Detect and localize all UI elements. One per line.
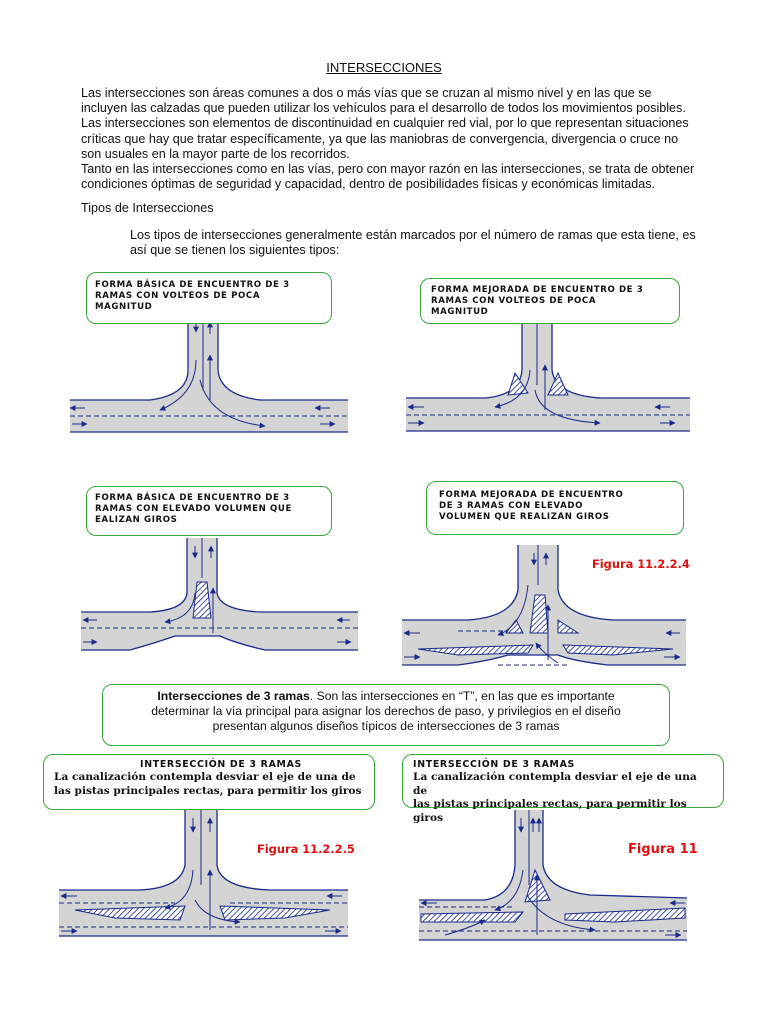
diagram-label-box [402,754,724,824]
diagram-heading: INTERSECCIÓN DE 3 RAMAS [413,759,575,770]
diagram-label-box [86,486,332,536]
diagram-label: FORMA BÁSICA DE ENCUENTRO DE 3 RAMAS CON ELEVADO VOLUMEN QUE EALIZAN GIROS [95,493,292,525]
paragraph-line: Las intersecciones son elementos de discontinuidad en cualquier red vial, por lo que representan situaciones [81,116,689,131]
diagram-body-line: La canalización contempla desviar el eje de una de [54,771,356,783]
callout-line [113,689,659,704]
diagram-t-channelized-a [55,810,355,940]
diagram-label: FORMA MEJORADA DE ENCUENTRO DE 3 RAMAS CON VOLTEOS DE POCA MAGNITUD [431,285,644,317]
diagram-label-box [426,481,684,535]
diagram-heading: INTERSECCIÓN DE 3 RAMAS [140,759,302,770]
diagram-label: FORMA BÁSICA DE ENCUENTRO DE 3 RAMAS CON VOLTEOS DE POCA MAGNITUD [95,280,290,312]
callout-text: . Son las intersecciones en “T”, en las que es importante [309,689,615,703]
diagram-label: FORMA MEJORADA DE ENCUENTRO DE 3 RAMAS CON ELEVADO VOLUMEN QUE REALIZAN GIROS [439,490,624,522]
diagram-t-channelized-b [415,810,695,945]
paragraph-line: Las intersecciones son áreas comunes a dos o más vías que se cruzan al mismo nivel y en las que se [81,86,652,100]
figure-number: Figura 11.2.2.4 [592,557,690,571]
callout-bold: Intersecciones de 3 ramas [157,689,310,703]
figure-number: Figura 11.2.2.5 [257,842,355,856]
callout-line: determinar la vía principal para asignar los derechos de paso, y privilegios en el diseño [151,704,621,718]
page-title: INTERSECCIONES [326,60,442,75]
diagram-label-box [86,272,332,324]
diagram-label-box [420,278,680,324]
paragraph-line: son usuales en la mayor parte de los recorridos. [81,146,350,161]
section-subheading: Tipos de Intersecciones [81,201,214,215]
paragraph-line: condiciones óptimas de seguridad y capacidad, dentro de posibilidades físicas y económicas limitadas. [81,177,656,192]
three-branch-callout [102,684,670,746]
intro-paragraph [81,86,721,192]
figure-number: Figura 11 [628,842,698,857]
paragraph-line: Tanto en las intersecciones como en las vías, pero con mayor razón en las intersecciones, se trata de obtener [81,162,695,177]
paragraph-line: críticas que hay que tratar específicamente, ya que las maniobras de convergencia, divergencia o cruce no [81,131,679,146]
diagram-body-line: las pistas principales rectas, para permitir los giros [54,784,362,797]
types-intro [130,228,720,258]
diagram-body-line: La canalización contempla desviar el eje de una de [413,771,697,797]
paragraph-line: incluyen las calzadas que pueden utilizar los vehículos para el desarrollo de todos los movimientos posibles. [81,101,686,116]
intro-line: Los tipos de intersecciones generalmente están marcados por el número de ramas que esta tiene, es [130,228,696,242]
diagram-t-improved-low-turn [400,315,700,435]
diagram-body-line: las pistas principales rectas, para permitir los giros [413,798,687,824]
intro-line: así que se tienen los siguientes tipos: [130,243,340,258]
diagram-t-basic-high-turn [75,538,365,658]
diagram-label-box [43,754,375,810]
callout-line: presentan algunos diseños típicos de intersecciones de 3 ramas [212,719,560,733]
